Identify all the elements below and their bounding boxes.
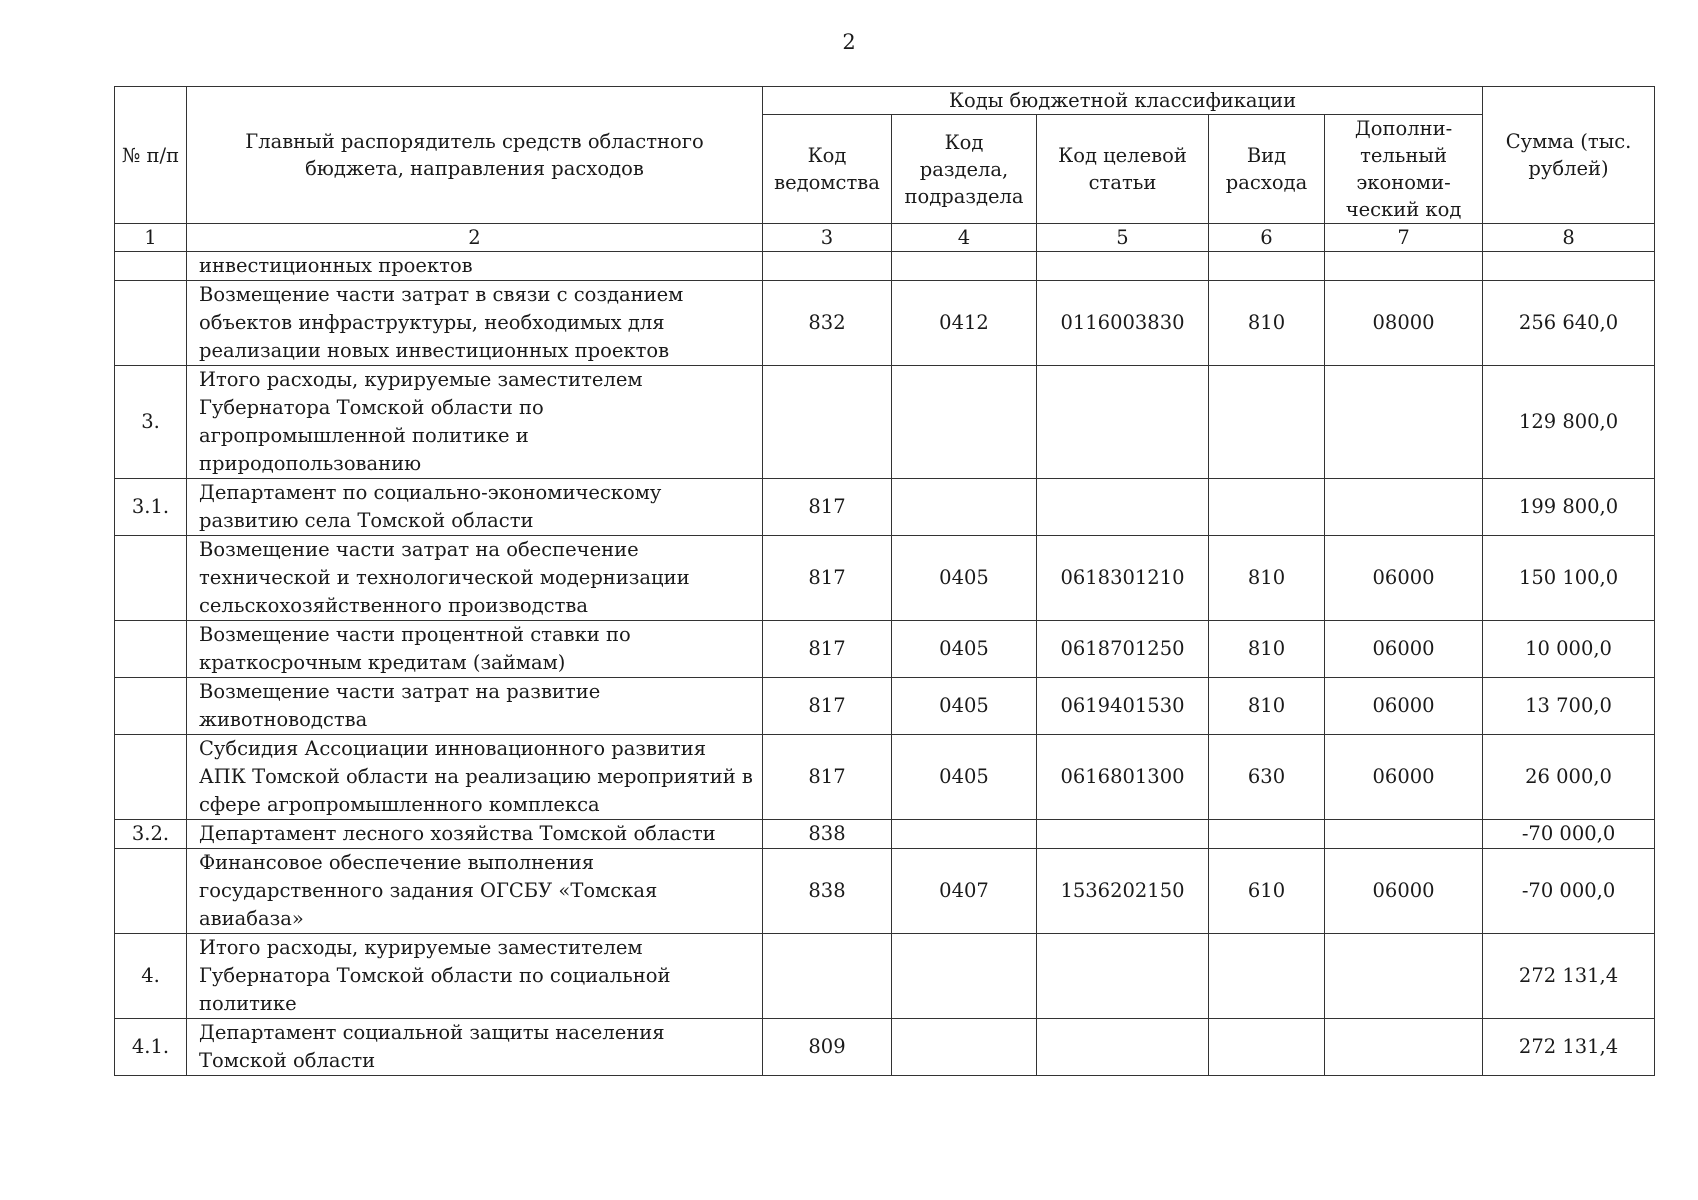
row-dept-code: 817 xyxy=(763,735,892,820)
row-expense-type: 810 xyxy=(1209,281,1325,366)
row-expense-type xyxy=(1209,1019,1325,1076)
row-expense-type: 610 xyxy=(1209,849,1325,934)
row-expense-type: 810 xyxy=(1209,621,1325,678)
row-dept-code: 817 xyxy=(763,536,892,621)
row-dept-code: 838 xyxy=(763,820,892,849)
row-extra-code: 06000 xyxy=(1325,678,1483,735)
header-row xyxy=(115,87,1655,115)
table-row xyxy=(115,934,1655,1019)
row-expense-type: 630 xyxy=(1209,735,1325,820)
row-target-code xyxy=(1037,366,1209,479)
column-number: 6 xyxy=(1209,224,1325,252)
row-sum: -70 000,0 xyxy=(1483,849,1655,934)
row-dept-code: 832 xyxy=(763,281,892,366)
column-number: 5 xyxy=(1037,224,1209,252)
row-extra-code: 08000 xyxy=(1325,281,1483,366)
row-dept-code xyxy=(763,366,892,479)
column-number: 8 xyxy=(1483,224,1655,252)
row-expense-type xyxy=(1209,934,1325,1019)
row-section-code xyxy=(892,934,1037,1019)
row-number: 4. xyxy=(115,934,187,1019)
row-target-code: 0618701250 xyxy=(1037,621,1209,678)
table-row xyxy=(115,1019,1655,1076)
row-description: инвестиционных проектов xyxy=(187,252,763,281)
row-section-code xyxy=(892,252,1037,281)
row-description: Субсидия Ассоциации инновационного развития АПК Томской области на реализацию мероприятий в сфере агропромышленного комплекса xyxy=(187,735,763,820)
column-number: 3 xyxy=(763,224,892,252)
row-number xyxy=(115,281,187,366)
row-expense-type xyxy=(1209,252,1325,281)
row-section-code xyxy=(892,479,1037,536)
row-sum: 272 131,4 xyxy=(1483,1019,1655,1076)
row-target-code: 1536202150 xyxy=(1037,849,1209,934)
row-sum: 199 800,0 xyxy=(1483,479,1655,536)
row-dept-code: 809 xyxy=(763,1019,892,1076)
row-description: Возмещение части процентной ставки по краткосрочным кредитам (займам) xyxy=(187,621,763,678)
row-description: Департамент по социально-экономическому развитию села Томской области xyxy=(187,479,763,536)
row-section-code: 0405 xyxy=(892,621,1037,678)
row-description: Финансовое обеспечение выполнения государственного задания ОГСБУ «Томская авиабаза» xyxy=(187,849,763,934)
row-target-code: 0616801300 xyxy=(1037,735,1209,820)
row-sum: -70 000,0 xyxy=(1483,820,1655,849)
row-extra-code xyxy=(1325,479,1483,536)
row-section-code: 0407 xyxy=(892,849,1037,934)
row-extra-code xyxy=(1325,1019,1483,1076)
table-row xyxy=(115,252,1655,281)
row-dept-code: 817 xyxy=(763,678,892,735)
row-description: Департамент лесного хозяйства Томской области xyxy=(187,820,763,849)
budget-table xyxy=(114,86,1655,1076)
header-dept: Код ведомства xyxy=(763,115,892,224)
header-num: № п/п xyxy=(115,87,187,224)
row-sum: 10 000,0 xyxy=(1483,621,1655,678)
row-sum: 13 700,0 xyxy=(1483,678,1655,735)
row-dept-code xyxy=(763,934,892,1019)
column-number-row xyxy=(115,224,1655,252)
row-section-code: 0405 xyxy=(892,735,1037,820)
row-target-code xyxy=(1037,820,1209,849)
row-extra-code: 06000 xyxy=(1325,849,1483,934)
row-section-code xyxy=(892,820,1037,849)
row-description: Итого расходы, курируемые заместителем Губернатора Томской области по социальной политике xyxy=(187,934,763,1019)
table-row xyxy=(115,735,1655,820)
row-dept-code xyxy=(763,252,892,281)
row-sum: 26 000,0 xyxy=(1483,735,1655,820)
row-dept-code: 817 xyxy=(763,479,892,536)
row-number xyxy=(115,849,187,934)
row-number xyxy=(115,735,187,820)
table-row xyxy=(115,621,1655,678)
row-extra-code: 06000 xyxy=(1325,621,1483,678)
row-number xyxy=(115,252,187,281)
page-number: 2 xyxy=(842,30,856,54)
row-description: Возмещение части затрат в связи с созданием объектов инфраструктуры, необходимых для реализации новых инвестиционных проектов xyxy=(187,281,763,366)
row-expense-type: 810 xyxy=(1209,678,1325,735)
table-row xyxy=(115,820,1655,849)
row-number: 3.2. xyxy=(115,820,187,849)
column-number: 2 xyxy=(187,224,763,252)
row-section-code: 0405 xyxy=(892,536,1037,621)
row-dept-code: 817 xyxy=(763,621,892,678)
row-number xyxy=(115,536,187,621)
row-target-code xyxy=(1037,934,1209,1019)
row-expense-type: 810 xyxy=(1209,536,1325,621)
table-row xyxy=(115,479,1655,536)
header-target: Код целевой статьи xyxy=(1037,115,1209,224)
row-sum: 150 100,0 xyxy=(1483,536,1655,621)
row-extra-code xyxy=(1325,820,1483,849)
table-body xyxy=(115,252,1655,1076)
header-codes-group: Коды бюджетной классификации xyxy=(763,87,1483,115)
header-section: Код раздела, подраздела xyxy=(892,115,1037,224)
row-extra-code xyxy=(1325,252,1483,281)
column-number: 7 xyxy=(1325,224,1483,252)
row-number: 4.1. xyxy=(115,1019,187,1076)
row-sum: 272 131,4 xyxy=(1483,934,1655,1019)
header-extra: Дополни-тельный экономи-ческий код xyxy=(1325,115,1483,224)
row-target-code: 0619401530 xyxy=(1037,678,1209,735)
header-main: Главный распорядитель средств областного бюджета, направления расходов xyxy=(187,87,763,224)
header-sum: Сумма (тыс. рублей) xyxy=(1483,87,1655,224)
row-extra-code: 06000 xyxy=(1325,735,1483,820)
row-expense-type xyxy=(1209,820,1325,849)
table-row xyxy=(115,281,1655,366)
row-target-code xyxy=(1037,479,1209,536)
row-section-code: 0412 xyxy=(892,281,1037,366)
row-number xyxy=(115,621,187,678)
row-section-code xyxy=(892,366,1037,479)
row-extra-code: 06000 xyxy=(1325,536,1483,621)
table-row xyxy=(115,366,1655,479)
row-expense-type xyxy=(1209,366,1325,479)
row-target-code xyxy=(1037,1019,1209,1076)
row-section-code: 0405 xyxy=(892,678,1037,735)
row-section-code xyxy=(892,1019,1037,1076)
table-row xyxy=(115,678,1655,735)
row-target-code xyxy=(1037,252,1209,281)
row-target-code: 0618301210 xyxy=(1037,536,1209,621)
row-description: Возмещение части затрат на развитие животноводства xyxy=(187,678,763,735)
row-target-code: 0116003830 xyxy=(1037,281,1209,366)
column-number: 4 xyxy=(892,224,1037,252)
row-number xyxy=(115,678,187,735)
column-number: 1 xyxy=(115,224,187,252)
row-sum: 129 800,0 xyxy=(1483,366,1655,479)
row-sum: 256 640,0 xyxy=(1483,281,1655,366)
row-extra-code xyxy=(1325,366,1483,479)
row-description: Возмещение части затрат на обеспечение технической и технологической модернизации сельскохозяйственного производства xyxy=(187,536,763,621)
row-expense-type xyxy=(1209,479,1325,536)
row-sum xyxy=(1483,252,1655,281)
row-number: 3. xyxy=(115,366,187,479)
table-row xyxy=(115,849,1655,934)
header-type: Вид расхода xyxy=(1209,115,1325,224)
table-row xyxy=(115,536,1655,621)
row-description: Департамент социальной защиты населения Томской области xyxy=(187,1019,763,1076)
row-number: 3.1. xyxy=(115,479,187,536)
row-extra-code xyxy=(1325,934,1483,1019)
row-dept-code: 838 xyxy=(763,849,892,934)
row-description: Итого расходы, курируемые заместителем Губернатора Томской области по агропромышленной политике и природопользованию xyxy=(187,366,763,479)
